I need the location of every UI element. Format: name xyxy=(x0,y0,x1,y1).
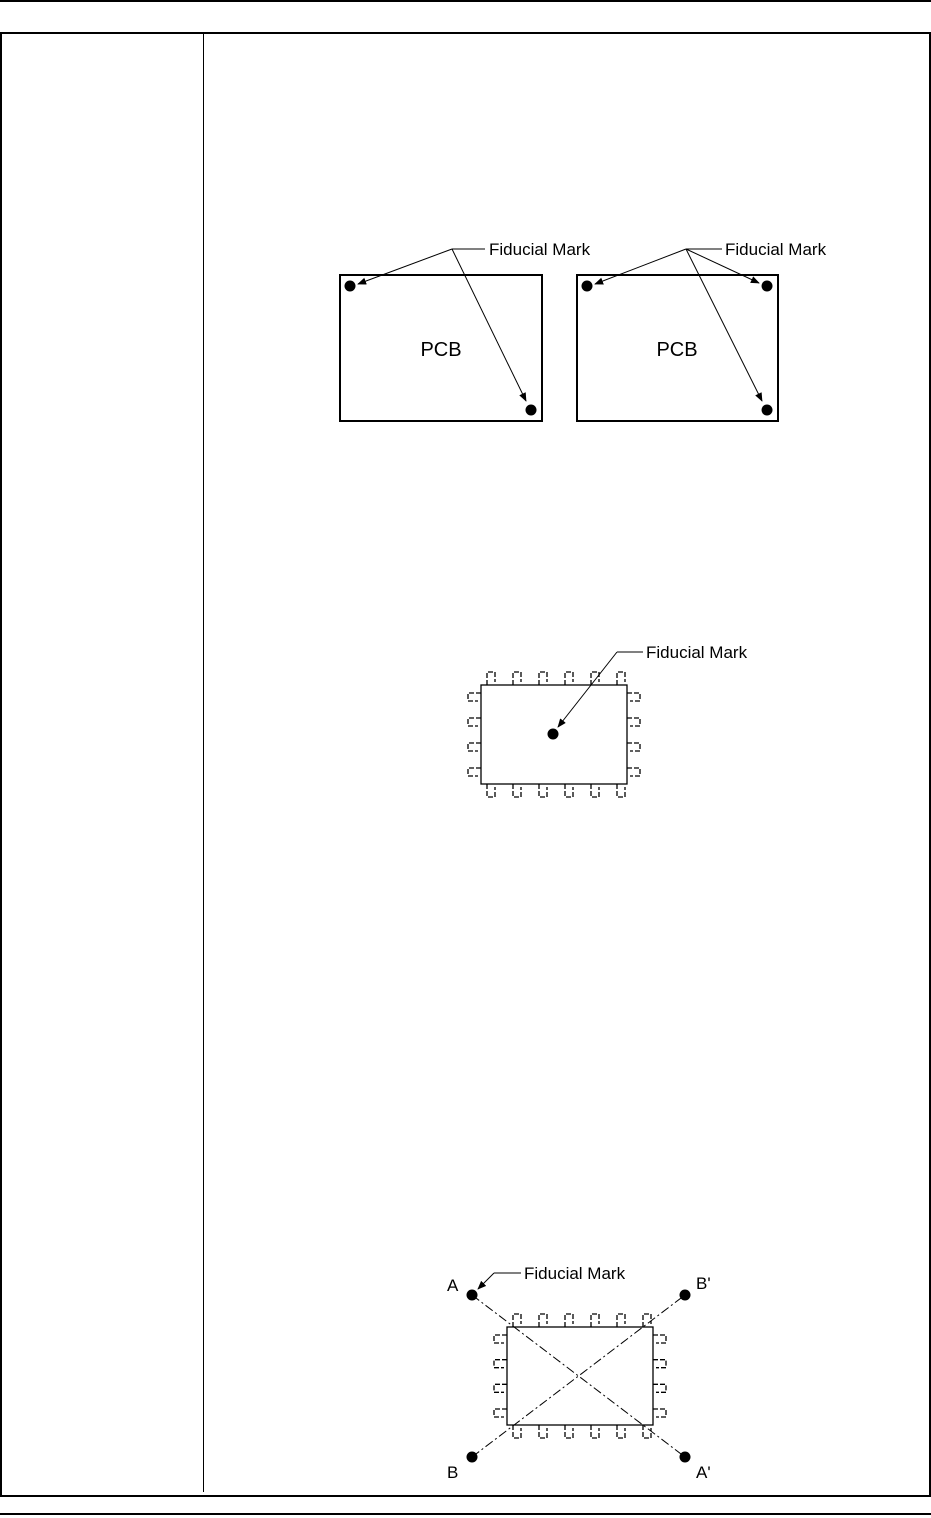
component-pad-right xyxy=(627,718,640,726)
label-a: A xyxy=(447,1276,459,1295)
component-pad-top xyxy=(565,672,573,685)
component-pad-bottom xyxy=(513,1425,521,1438)
pcb-board-left-label: PCB xyxy=(420,339,462,361)
component-pad-top xyxy=(565,1314,573,1327)
component-pad-bottom xyxy=(565,784,573,797)
component-pad-bottom xyxy=(591,784,599,797)
fiducial-dot-b-prime xyxy=(680,1290,691,1301)
component-pad-top xyxy=(513,1314,521,1327)
component-pad-bottom xyxy=(617,784,625,797)
component-pad-top xyxy=(643,1314,651,1327)
component-pad-bottom xyxy=(617,1425,625,1438)
figure-component-diagonal-fiducials xyxy=(447,1264,711,1482)
component-pad-left xyxy=(468,718,481,726)
component-pad-bottom xyxy=(643,1425,651,1438)
component-pad-bottom xyxy=(565,1425,573,1438)
fiducial-dot-right-bottomright xyxy=(762,405,773,416)
figure-pcb-fiducials xyxy=(340,240,827,421)
fiducial-dot-left-topleft xyxy=(345,281,356,292)
component-pad-left xyxy=(468,743,481,751)
pcb-board-right-label: PCB xyxy=(656,339,698,361)
component-pad-top xyxy=(591,1314,599,1327)
fiducial-dot-right-topleft xyxy=(582,281,593,292)
label-a-prime: A' xyxy=(696,1463,711,1482)
component-pad-top xyxy=(617,1314,625,1327)
callout-arrow-right-3 xyxy=(686,249,762,401)
component-pad-bottom xyxy=(513,784,521,797)
component-pad-top xyxy=(617,672,625,685)
fiducial-dot-left-bottomright xyxy=(526,405,537,416)
component-body xyxy=(507,1327,653,1425)
component-pad-right xyxy=(653,1335,666,1343)
callout-arrow-right-1 xyxy=(595,249,686,284)
callout-label-diagonal: Fiducial Mark xyxy=(524,1264,626,1283)
component-pad-right xyxy=(627,768,640,776)
figure-component-center-fiducial xyxy=(468,643,748,797)
component-pad-left xyxy=(468,693,481,701)
component-pad-right xyxy=(627,693,640,701)
fiducial-dot-a-prime xyxy=(680,1452,691,1463)
component-pad-left xyxy=(494,1360,507,1368)
component-pad-top xyxy=(487,672,495,685)
component-pad-right xyxy=(653,1409,666,1417)
component-pad-left xyxy=(494,1335,507,1343)
component-pad-left xyxy=(494,1384,507,1392)
component-pad-bottom xyxy=(539,1425,547,1438)
label-b: B xyxy=(447,1463,459,1482)
component-outline-diagonal xyxy=(494,1314,666,1438)
component-pad-left xyxy=(468,768,481,776)
fiducial-dot-center xyxy=(548,729,559,740)
fiducial-dot-a xyxy=(467,1290,478,1301)
component-pad-bottom xyxy=(487,784,495,797)
component-pad-bottom xyxy=(539,784,547,797)
component-pad-top xyxy=(539,1314,547,1327)
component-pad-left xyxy=(494,1409,507,1417)
callout-label-right: Fiducial Mark xyxy=(725,240,827,259)
callout-label-left: Fiducial Mark xyxy=(489,240,591,259)
callout-label-center: Fiducial Mark xyxy=(646,643,748,662)
callout-arrow-diagonal xyxy=(478,1273,494,1289)
component-pad-bottom xyxy=(591,1425,599,1438)
component-pad-top xyxy=(539,672,547,685)
component-pad-right xyxy=(653,1360,666,1368)
callout-arrow-center xyxy=(558,652,617,727)
component-pad-right xyxy=(627,743,640,751)
component-pad-top xyxy=(513,672,521,685)
component-pad-right xyxy=(653,1384,666,1392)
callout-arrow-left-2 xyxy=(452,249,526,401)
fiducial-dot-right-topright xyxy=(762,281,773,292)
fiducial-dot-b xyxy=(467,1452,478,1463)
callout-arrow-left-1 xyxy=(358,249,452,284)
label-b-prime: B' xyxy=(696,1274,711,1293)
